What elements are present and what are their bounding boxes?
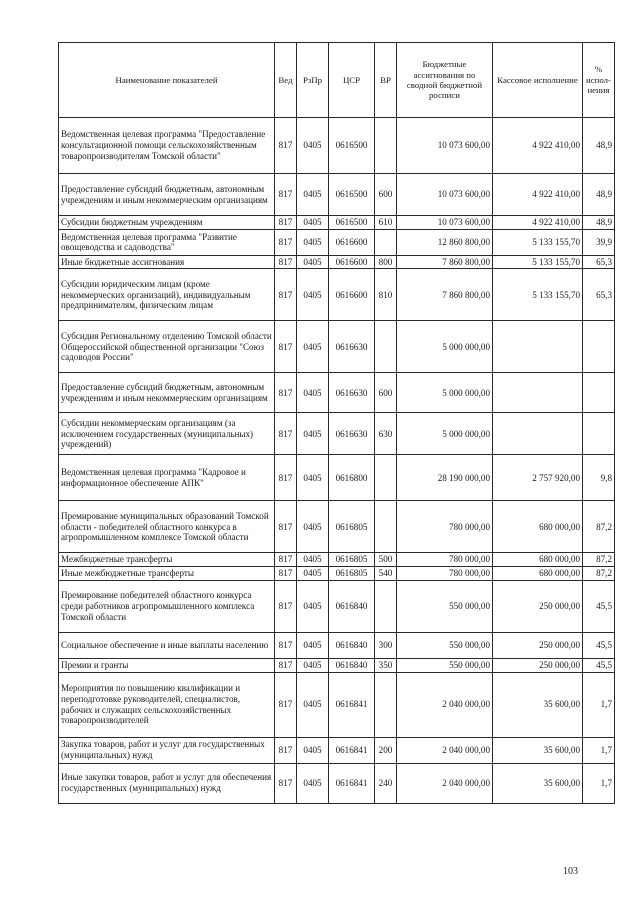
cell-ved: 817	[275, 455, 297, 501]
table-row	[59, 553, 615, 567]
cell-pct: 45,5	[583, 580, 615, 632]
cell-pct: 1,7	[583, 672, 615, 737]
cell-vr: 350	[375, 658, 397, 672]
header-cash: Кассовое исполнение	[493, 43, 583, 118]
cell-rzpr: 0405	[297, 118, 329, 174]
cell-ved: 817	[275, 632, 297, 658]
cell-pct: 87,2	[583, 553, 615, 567]
cell-budget: 28 190 000,00	[397, 455, 493, 501]
cell-ved: 817	[275, 118, 297, 174]
cell-cash: 5 133 155,70	[493, 269, 583, 321]
cell-cash	[493, 373, 583, 413]
table-row	[59, 413, 615, 455]
cell-budget: 7 860 800,00	[397, 255, 493, 269]
header-vr: ВР	[375, 43, 397, 118]
header-pct: % испол-нения	[583, 43, 615, 118]
cell-rzpr: 0405	[297, 632, 329, 658]
cell-ved: 817	[275, 255, 297, 269]
cell-ved: 817	[275, 567, 297, 581]
cell-ved: 817	[275, 580, 297, 632]
cell-name: Иные бюджетные ассигнования	[59, 255, 275, 269]
cell-ved: 817	[275, 737, 297, 763]
cell-name: Социальное обеспечение и иные выплаты населению	[59, 632, 275, 658]
cell-ved: 817	[275, 321, 297, 373]
cell-vr: 600	[375, 373, 397, 413]
header-budget: Бюджетные ассигнования по сводной бюджетной росписи	[397, 43, 493, 118]
cell-cash: 680 000,00	[493, 567, 583, 581]
cell-name: Премирование победителей областного конкурса среди работников агропромышленного комплекса Томской области	[59, 580, 275, 632]
table-row	[59, 580, 615, 632]
cell-rzpr: 0405	[297, 553, 329, 567]
cell-cash	[493, 413, 583, 455]
cell-name: Предоставление субсидий бюджетным, автономным учреждениям и иным некоммерческим организациям	[59, 373, 275, 413]
table-row	[59, 632, 615, 658]
cell-vr: 810	[375, 269, 397, 321]
cell-pct: 1,7	[583, 763, 615, 803]
cell-ved: 817	[275, 672, 297, 737]
cell-budget: 5 000 000,00	[397, 373, 493, 413]
cell-name: Иные межбюджетные трансферты	[59, 567, 275, 581]
cell-csr: 0616840	[329, 632, 375, 658]
cell-name: Субсидии бюджетным учреждениям	[59, 216, 275, 230]
cell-name: Субсидии некоммерческим организациям (за исключением государственных (муниципальных) учреждений)	[59, 413, 275, 455]
cell-csr: 0616805	[329, 567, 375, 581]
cell-budget: 780 000,00	[397, 553, 493, 567]
cell-pct	[583, 373, 615, 413]
cell-csr: 0616840	[329, 580, 375, 632]
cell-vr	[375, 672, 397, 737]
cell-csr: 0616630	[329, 413, 375, 455]
cell-csr: 0616600	[329, 229, 375, 255]
page-number: 103	[563, 866, 578, 877]
cell-budget: 550 000,00	[397, 580, 493, 632]
cell-pct: 39,9	[583, 229, 615, 255]
cell-rzpr: 0405	[297, 269, 329, 321]
cell-rzpr: 0405	[297, 321, 329, 373]
table-row	[59, 216, 615, 230]
cell-pct: 1,7	[583, 737, 615, 763]
cell-csr: 0616805	[329, 501, 375, 553]
cell-rzpr: 0405	[297, 413, 329, 455]
cell-name: Ведомственная целевая программа "Развитие овощеводства и садоводства"	[59, 229, 275, 255]
header-rzpr: РзПр	[297, 43, 329, 118]
cell-cash: 4 922 410,00	[493, 174, 583, 216]
cell-ved: 817	[275, 216, 297, 230]
cell-csr: 0616800	[329, 455, 375, 501]
cell-budget: 2 040 000,00	[397, 737, 493, 763]
cell-pct: 45,5	[583, 632, 615, 658]
cell-rzpr: 0405	[297, 373, 329, 413]
cell-vr	[375, 455, 397, 501]
cell-vr: 600	[375, 174, 397, 216]
header-csr: ЦСР	[329, 43, 375, 118]
cell-budget: 5 000 000,00	[397, 413, 493, 455]
table-row	[59, 229, 615, 255]
cell-budget: 550 000,00	[397, 658, 493, 672]
cell-ved: 817	[275, 501, 297, 553]
cell-rzpr: 0405	[297, 567, 329, 581]
cell-cash: 4 922 410,00	[493, 118, 583, 174]
table-row	[59, 501, 615, 553]
cell-name: Премии и гранты	[59, 658, 275, 672]
cell-rzpr: 0405	[297, 216, 329, 230]
cell-ved: 817	[275, 174, 297, 216]
cell-csr: 0616841	[329, 672, 375, 737]
cell-rzpr: 0405	[297, 229, 329, 255]
cell-name: Ведомственная целевая программа "Предоставление консультационной помощи сельскохозяйственным товаропроизводителям Томской области"	[59, 118, 275, 174]
cell-csr: 0616500	[329, 118, 375, 174]
table-header	[59, 43, 615, 118]
cell-vr: 200	[375, 737, 397, 763]
cell-vr: 630	[375, 413, 397, 455]
table-row	[59, 672, 615, 737]
cell-cash: 680 000,00	[493, 553, 583, 567]
cell-budget: 780 000,00	[397, 501, 493, 553]
cell-budget: 780 000,00	[397, 567, 493, 581]
table-row	[59, 269, 615, 321]
table-row	[59, 118, 615, 174]
cell-cash: 35 600,00	[493, 763, 583, 803]
table-row	[59, 373, 615, 413]
cell-vr	[375, 580, 397, 632]
cell-pct: 9,8	[583, 455, 615, 501]
cell-vr: 240	[375, 763, 397, 803]
cell-cash: 4 922 410,00	[493, 216, 583, 230]
budget-execution-table	[58, 42, 615, 804]
cell-rzpr: 0405	[297, 737, 329, 763]
cell-rzpr: 0405	[297, 174, 329, 216]
cell-ved: 817	[275, 269, 297, 321]
cell-pct: 48,9	[583, 118, 615, 174]
cell-name: Субсидия Региональному отделению Томской области Общероссийской общественной организации "Союз садоводов России"	[59, 321, 275, 373]
cell-cash: 5 133 155,70	[493, 229, 583, 255]
cell-csr: 0616841	[329, 763, 375, 803]
cell-csr: 0616841	[329, 737, 375, 763]
cell-vr	[375, 321, 397, 373]
cell-ved: 817	[275, 553, 297, 567]
cell-cash	[493, 321, 583, 373]
cell-csr: 0616600	[329, 255, 375, 269]
cell-vr: 300	[375, 632, 397, 658]
cell-cash: 250 000,00	[493, 632, 583, 658]
cell-vr	[375, 229, 397, 255]
header-name: Наименование показателей	[59, 43, 275, 118]
header-ved: Вед	[275, 43, 297, 118]
cell-budget: 2 040 000,00	[397, 672, 493, 737]
cell-name: Субсидии юридическим лицам (кроме некоммерческих организаций), индивидуальным предпринимателям, физическим лицам	[59, 269, 275, 321]
cell-csr: 0616630	[329, 373, 375, 413]
table-row	[59, 255, 615, 269]
cell-rzpr: 0405	[297, 455, 329, 501]
cell-budget: 10 073 600,00	[397, 118, 493, 174]
cell-vr	[375, 118, 397, 174]
cell-rzpr: 0405	[297, 255, 329, 269]
cell-rzpr: 0405	[297, 658, 329, 672]
cell-cash: 680 000,00	[493, 501, 583, 553]
cell-name: Предоставление субсидий бюджетным, автономным учреждениям и иным некоммерческим организациям	[59, 174, 275, 216]
cell-csr: 0616840	[329, 658, 375, 672]
cell-name: Премирование муниципальных образований Томской области - победителей областного конкурса в агропромышленном комплексе Томской области	[59, 501, 275, 553]
cell-vr: 800	[375, 255, 397, 269]
cell-rzpr: 0405	[297, 763, 329, 803]
cell-name: Мероприятия по повышению квалификации и переподготовке руководителей, специалистов, рабочих и служащих сельскохозяйственных товаропроизводителей	[59, 672, 275, 737]
cell-pct	[583, 321, 615, 373]
cell-pct: 45,5	[583, 658, 615, 672]
cell-pct	[583, 413, 615, 455]
cell-cash: 2 757 920,00	[493, 455, 583, 501]
cell-csr: 0616805	[329, 553, 375, 567]
table-row	[59, 321, 615, 373]
cell-rzpr: 0405	[297, 501, 329, 553]
cell-name: Иные закупки товаров, работ и услуг для обеспечения государственных (муниципальных) нужд	[59, 763, 275, 803]
cell-cash: 250 000,00	[493, 580, 583, 632]
cell-ved: 817	[275, 413, 297, 455]
cell-cash: 35 600,00	[493, 672, 583, 737]
cell-pct: 48,9	[583, 174, 615, 216]
cell-name: Межбюджетные трансферты	[59, 553, 275, 567]
cell-budget: 550 000,00	[397, 632, 493, 658]
cell-rzpr: 0405	[297, 580, 329, 632]
cell-name: Закупка товаров, работ и услуг для государственных (муниципальных) нужд	[59, 737, 275, 763]
cell-cash: 250 000,00	[493, 658, 583, 672]
cell-budget: 12 860 800,00	[397, 229, 493, 255]
cell-csr: 0616500	[329, 216, 375, 230]
cell-ved: 817	[275, 658, 297, 672]
table-row	[59, 658, 615, 672]
table-row	[59, 174, 615, 216]
cell-vr: 500	[375, 553, 397, 567]
cell-pct: 87,2	[583, 567, 615, 581]
cell-budget: 5 000 000,00	[397, 321, 493, 373]
cell-name: Ведомственная целевая программа "Кадровое и информационное обеспечение АПК"	[59, 455, 275, 501]
cell-ved: 817	[275, 373, 297, 413]
table-row	[59, 737, 615, 763]
table-body	[59, 118, 615, 804]
table-row	[59, 455, 615, 501]
cell-ved: 817	[275, 763, 297, 803]
cell-pct: 65,3	[583, 255, 615, 269]
cell-vr: 540	[375, 567, 397, 581]
cell-csr: 0616500	[329, 174, 375, 216]
cell-csr: 0616600	[329, 269, 375, 321]
cell-pct: 48,9	[583, 216, 615, 230]
cell-budget: 2 040 000,00	[397, 763, 493, 803]
table-row	[59, 763, 615, 803]
cell-csr: 0616630	[329, 321, 375, 373]
cell-budget: 7 860 800,00	[397, 269, 493, 321]
table-row	[59, 567, 615, 581]
cell-vr: 610	[375, 216, 397, 230]
cell-pct: 87,2	[583, 501, 615, 553]
cell-rzpr: 0405	[297, 672, 329, 737]
cell-ved: 817	[275, 229, 297, 255]
cell-vr	[375, 501, 397, 553]
cell-cash: 5 133 155,70	[493, 255, 583, 269]
cell-budget: 10 073 600,00	[397, 174, 493, 216]
cell-budget: 10 073 600,00	[397, 216, 493, 230]
cell-cash: 35 600,00	[493, 737, 583, 763]
cell-pct: 65,3	[583, 269, 615, 321]
